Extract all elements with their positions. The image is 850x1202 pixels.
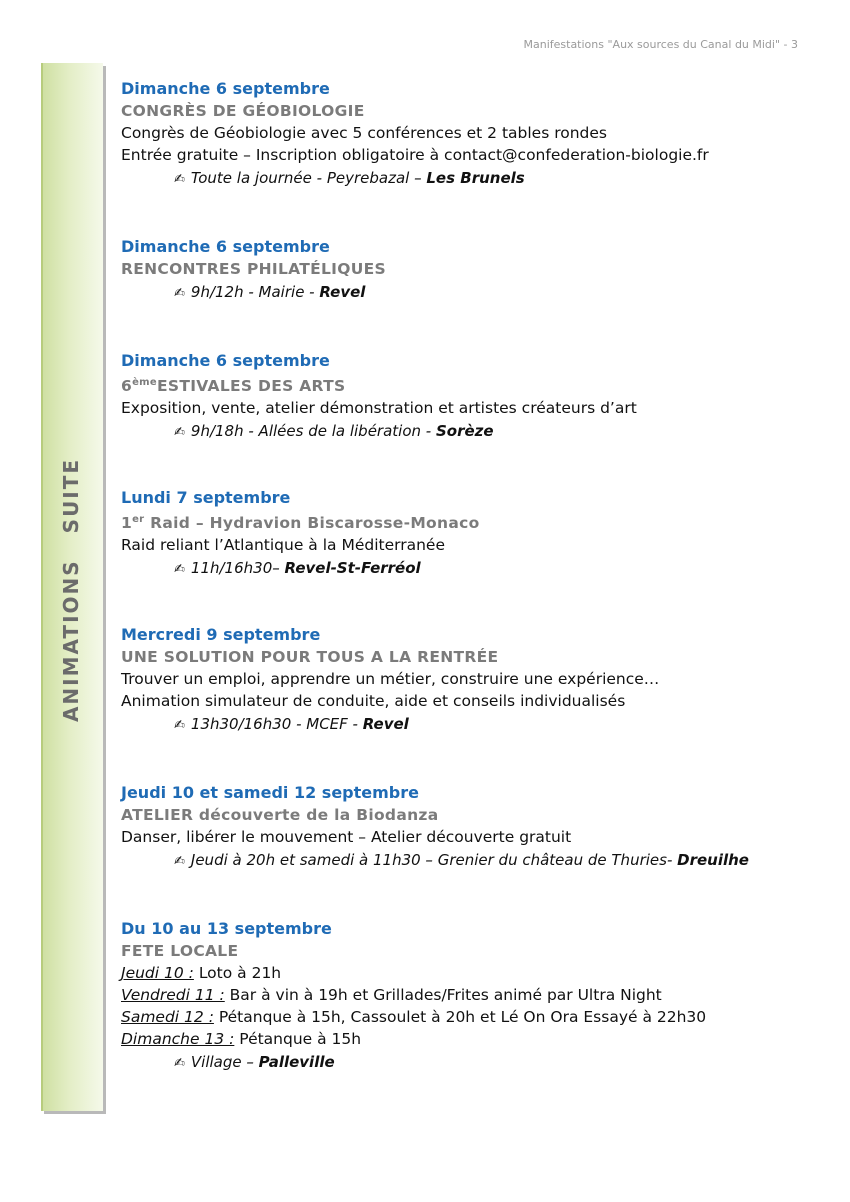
event-location-text: 13h30/16h30 - MCEF - xyxy=(190,715,363,734)
event-date: Dimanche 6 septembre xyxy=(121,79,330,98)
event-date: Jeudi 10 et samedi 12 septembre xyxy=(121,783,419,803)
event-place: Sorèze xyxy=(435,422,494,441)
event-location xyxy=(121,166,821,192)
event-place: Palleville xyxy=(258,1053,335,1072)
event-location-text: 9h/12h - Mairie - xyxy=(190,283,320,301)
event-desc-line: Entrée gratuite – Inscription obligatoire à contact@confederation-biologie.fr xyxy=(121,146,709,164)
event-philatelie xyxy=(121,236,821,306)
title-number: 6 xyxy=(121,377,133,396)
title-text: Raid – Hydravion Biscarosse-Monaco xyxy=(150,514,480,533)
title-superscript: ème xyxy=(132,377,157,388)
event-location xyxy=(121,556,821,582)
hand-pointer-icon: ✍ xyxy=(174,718,185,734)
event-date: Du 10 au 13 septembre xyxy=(121,919,332,939)
side-label-part2: SUITE xyxy=(59,457,83,534)
program-day: Samedi 12 : xyxy=(121,1008,214,1027)
event-date: Mercredi 9 septembre xyxy=(121,625,321,645)
program-text: Pétanque à 15h, Cassoulet à 20h et Lé On Ora Essayé à 22h30 xyxy=(213,1008,707,1027)
event-title: CONGRÈS DE GÉOBIOLOGIE xyxy=(121,102,365,120)
hand-pointer-icon: ✍ xyxy=(174,854,185,870)
event-estivales xyxy=(121,350,821,445)
event-location-text: 11h/16h30– xyxy=(190,559,285,578)
program-text: Loto à 21h xyxy=(193,964,282,983)
side-label-part1: ANIMATIONS xyxy=(59,559,83,723)
program-text: Pétanque à 15h xyxy=(234,1030,362,1049)
title-number: 1 xyxy=(121,514,133,533)
hand-pointer-icon: ✍ xyxy=(174,286,185,301)
event-desc-line: Danser, libérer le mouvement – Atelier découverte gratuit xyxy=(121,828,572,847)
event-location xyxy=(121,712,821,738)
hand-pointer-icon: ✍ xyxy=(174,1056,185,1072)
event-location xyxy=(121,848,821,874)
hand-pointer-icon: ✍ xyxy=(174,425,185,441)
event-location-text: Toute la journée - Peyrebazal – xyxy=(190,169,427,187)
event-title: FETE LOCALE xyxy=(121,942,239,961)
event-location xyxy=(121,280,821,306)
event-place: Revel xyxy=(319,283,366,301)
event-place: Les Brunels xyxy=(426,169,525,187)
event-title: UNE SOLUTION POUR TOUS A LA RENTRÉE xyxy=(121,648,499,667)
event-desc-line: Animation simulateur de conduite, aide et conseils individualisés xyxy=(121,692,626,711)
page-header: Manifestations "Aux sources du Canal du Midi" - 3 xyxy=(523,38,798,51)
program-day: Vendredi 11 : xyxy=(121,986,225,1005)
event-title: ATELIER découverte de la Biodanza xyxy=(121,806,439,825)
event-location-text: Village – xyxy=(190,1053,259,1072)
event-place: Dreuilhe xyxy=(677,851,749,870)
event-raid-hydravion xyxy=(121,487,821,582)
side-label xyxy=(59,458,83,722)
title-text: ESTIVALES DES ARTS xyxy=(156,377,346,396)
event-location xyxy=(121,419,821,445)
event-title: RENCONTRES PHILATÉLIQUES xyxy=(121,260,386,278)
event-desc-line: Exposition, vente, atelier démonstration et artistes créateurs d’art xyxy=(121,399,637,418)
program-line xyxy=(121,1028,821,1050)
event-date: Lundi 7 septembre xyxy=(121,488,291,508)
event-location xyxy=(121,1050,821,1076)
event-desc-line: Trouver un emploi, apprendre un métier, construire une expérience… xyxy=(121,670,660,689)
event-solution-rentree xyxy=(121,624,821,738)
program-line xyxy=(121,1006,821,1028)
event-desc-line: Raid reliant l’Atlantique à la Méditerranée xyxy=(121,536,445,555)
event-title xyxy=(121,509,821,534)
event-fete-locale xyxy=(121,918,821,1076)
event-geobiologie xyxy=(121,78,821,192)
event-title xyxy=(121,372,821,397)
hand-pointer-icon: ✍ xyxy=(174,172,185,187)
event-desc-line: Congrès de Géobiologie avec 5 conférences et 2 tables rondes xyxy=(121,124,607,142)
program-text: Bar à vin à 19h et Grillades/Frites animé par Ultra Night xyxy=(224,986,662,1005)
program-day: Jeudi 10 : xyxy=(121,964,194,983)
hand-pointer-icon: ✍ xyxy=(174,562,185,578)
event-place: Revel xyxy=(362,715,409,734)
event-location-text: 9h/18h - Allées de la libération - xyxy=(190,422,436,441)
program-day: Dimanche 13 : xyxy=(121,1030,235,1049)
event-date: Dimanche 6 septembre xyxy=(121,237,330,256)
event-biodanza xyxy=(121,782,821,874)
event-place: Revel-St-Ferréol xyxy=(284,559,421,578)
program-line xyxy=(121,984,821,1006)
program-line xyxy=(121,962,821,984)
event-location-text: Jeudi à 20h et samedi à 11h30 – Grenier du château de Thuries- xyxy=(190,851,678,870)
title-superscript: er xyxy=(132,514,145,526)
event-list xyxy=(121,78,821,1076)
event-date: Dimanche 6 septembre xyxy=(121,351,330,370)
